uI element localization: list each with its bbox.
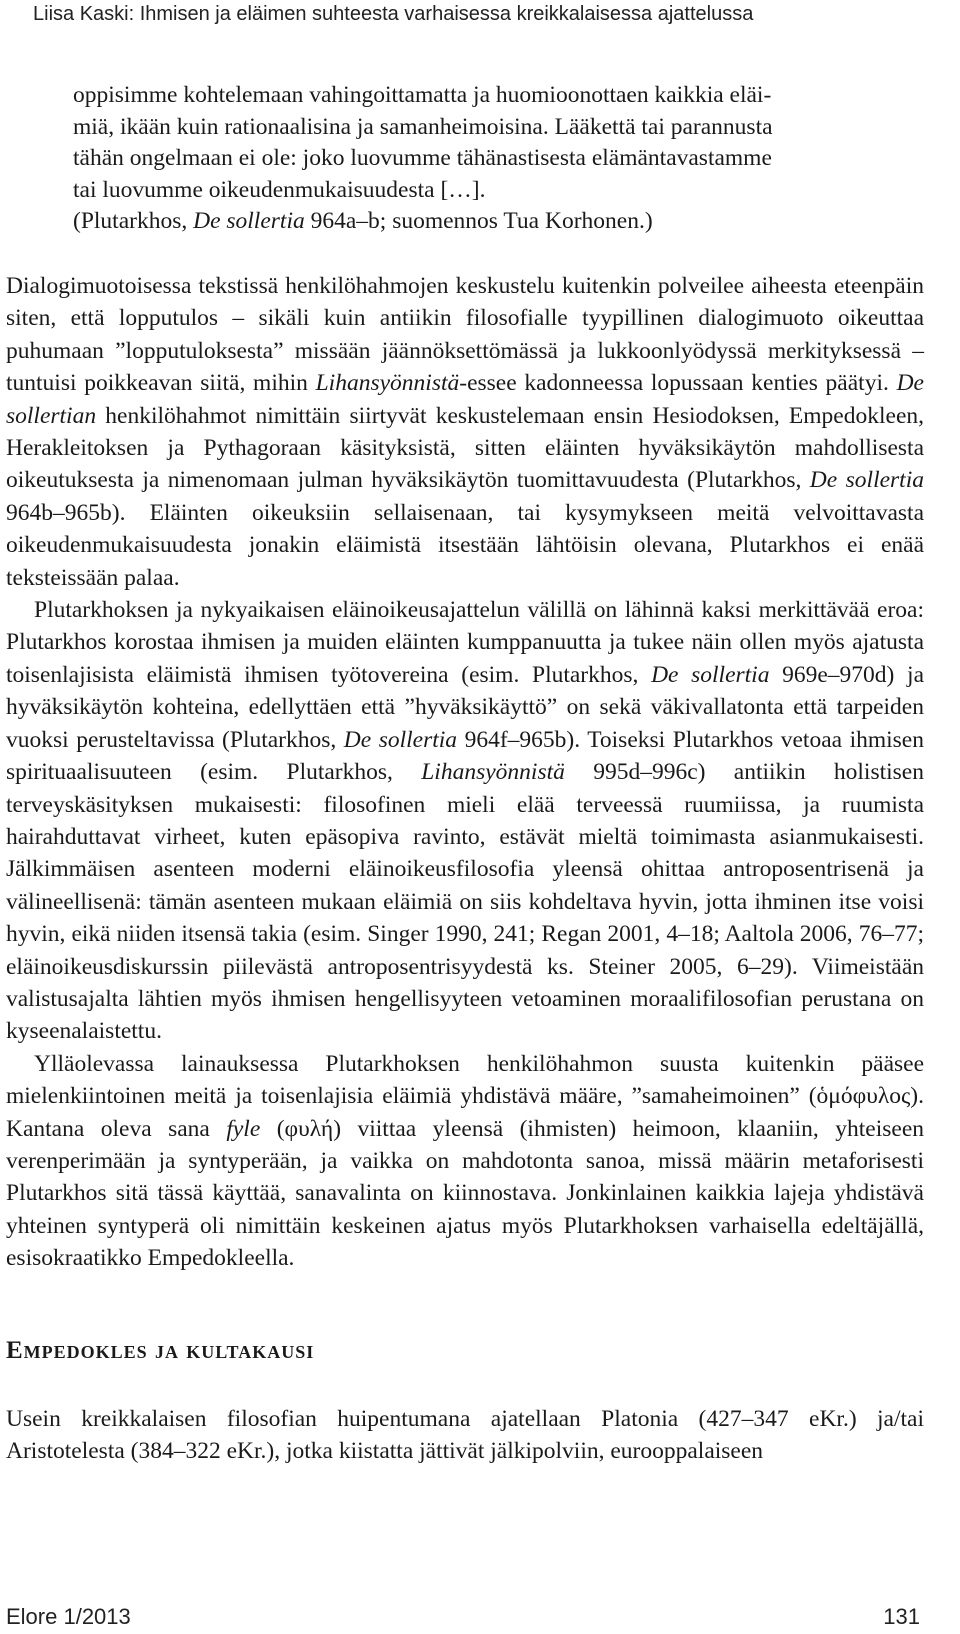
footer-page-number: 131 xyxy=(883,1604,920,1629)
footer-journal: Elore 1/2013 xyxy=(6,1604,131,1629)
work-title: De sollertia xyxy=(651,661,770,688)
text-run: 995d–996c) antiikin holistisen terveyskäsityksen mukaisesti: filosofinen mieli elää terveessä ruumiissa, ja ruumista hairahduttavat virheet, kuten epäsopiva ravinto, estävät mieltä toimimasta asianmukaisesti. Jälkimmäisen asenteen moderni eläinoikeusfilosofia yleensä ohittaa antroposentrisenä ja välineellisenä: tämän asenteen mukaan eläimiä on siis kohdeltava hyvin, jotta ihminen itse voisi hyvin, eikä niiden itsensä takia (esim. Singer 1990, 241; Regan 2001, 4–18; Aaltola 2006, 76–77; eläinoikeusdiskurssin piilevästä antroposentrisyydestä ks. Steiner 2005, 6–29). Viimeistään valistusajalta lähtien myös ihmisen hengellisyyteen vetoaminen moraalifilosofian perustana on kyseenalaistettu. xyxy=(6,759,924,1045)
text-run: henkilöhahmot nimittäin siirtyvät keskustelemaan ensin Hesiodoksen, Empedokleen, Herakleitoksen ja Pythagoraan käsityksistä, sitten eläinten hyväksikäytön mahdollisesta oikeutuksesta ja nimenomaan julman hyväksikäytön tuomittavuudesta (Plutarkhos, xyxy=(6,402,924,494)
quote-line: tähän ongelmaan ei ole: joko luovumme tähänastisesta elämäntavastamme xyxy=(73,145,772,172)
citation-text: 964a–b; suomennos Tua Korhonen.) xyxy=(304,208,653,235)
running-head: Liisa Kaski: Ihmisen ja eläimen suhteesta varhaisessa kreikkalaisessa ajattelussa xyxy=(33,3,754,25)
text-run: 969e–970d) ja hyväksikäytön kohteina, edellyttäen että ”hyväksikäyttö” on sekä väkivallatonta että tarpeiden vuoksi perusteltavissa (Plutarkhos, xyxy=(6,661,924,753)
quote-citation xyxy=(73,206,893,238)
text-run: 964f–965b). Toiseksi Plutarkhos vetoaa ihmisen spirituaalisuuteen (esim. Plutarkhos, xyxy=(6,726,924,786)
block-quote xyxy=(73,80,893,238)
quote-line: oppisimme kohtelemaan vahingoittamatta ja huomioonottaen kaikkia eläi- xyxy=(73,82,772,108)
work-title: De sollertia xyxy=(343,726,458,753)
text-run: 964b–965b). Eläinten oikeuksiin sellaisenaan, tai kysymykseen meitä velvoittavasta oikeudenmukaisuudesta jonakin eläimistä itsestään lähtöisin olevana, Plutarkhos ei enää teksteissään palaa. xyxy=(6,499,924,591)
citation-work-title: De sollertia xyxy=(193,208,305,235)
paragraph-2 xyxy=(6,594,924,1048)
work-title: De sollertian xyxy=(6,370,924,429)
text-run: (φυλή) viittaa yleensä (ihmisten) heimoon, klaaniin, yhteiseen verenperimään ja syntyperään, ja vaikka on mahdotonta sanoa, missä määrin metaforisesti Plutarkhos sitä tässä käyttää, sanavalinta on kiinnostava. Jonkinlainen kaikkia lajeja yhdistävä yhteinen syntyperä oli nimittäin keskeinen ajatus myös Plutarkhoksen varhaisella edeltäjällä, esisokraatikko Empedokleella. xyxy=(6,1115,925,1272)
work-title: Lihansyönnistä xyxy=(421,759,565,786)
paragraph-3 xyxy=(6,1048,924,1275)
body-text xyxy=(6,270,924,1275)
work-title: De sollertia xyxy=(809,467,924,494)
work-title: Lihansyönnistä xyxy=(315,370,460,397)
section-heading: Empedokles ja kultakausi xyxy=(6,1337,315,1364)
text-run: -essee kadonneessa lopussaan kenties päätyi. xyxy=(459,370,897,397)
quote-line: miä, ikään kuin rationaalisina ja samanheimoisina. Lääkettä tai parannusta xyxy=(73,113,773,140)
text-run: Plutarkhoksen ja nykyaikaisen eläinoikeusajattelun välillä on lähinnä kaksi merkittävää eroa: Plutarkhos korostaa ihmisen ja muiden eläinten kumppanuutta ja tukee näin ollen myös ajatusta toisenlajisista eläimistä ihmisen työtovereina (esim. Plutarkhos, xyxy=(6,597,924,688)
paragraph-1 xyxy=(6,270,924,594)
citation-text: (Plutarkhos, xyxy=(73,208,194,235)
text-run: Ylläolevassa lainauksessa Plutarkhoksen henkilöhahmon suusta kuitenkin pääsee mielenkiintoinen meitä ja toisenlajisia eläimiä yhdistävä määre, ”samaheimoinen” (ὁμόφυλος). Kantana oleva sana xyxy=(6,1050,924,1142)
foreign-word: fyle xyxy=(226,1115,261,1142)
quote-line: tai luovumme oikeudenmukaisuudesta […]. xyxy=(73,176,486,203)
text-run: Dialogimuotoisessa tekstissä henkilöhahmojen keskustelu kuitenkin polveilee aiheesta eteenpäin siten, että lopputulos – sikäli kuin antiikin filosofialle tyypillinen dialogimuoto oikeuttaa puhumaan ”lopputuloksesta” missään jäännöksettömässä ja lukkoonlyödyssä merkityksessä – tuntuisi poikkeavan siitä, mihin xyxy=(6,273,924,397)
section-paragraph: Usein kreikkalaisen filosofian huipentumana ajatellaan Platonia (427–347 eKr.) ja/tai Aristotelesta (384–322 eKr.), jotka kiistatta jättivät jälkipolviin, eurooppalaiseen xyxy=(6,1406,924,1465)
